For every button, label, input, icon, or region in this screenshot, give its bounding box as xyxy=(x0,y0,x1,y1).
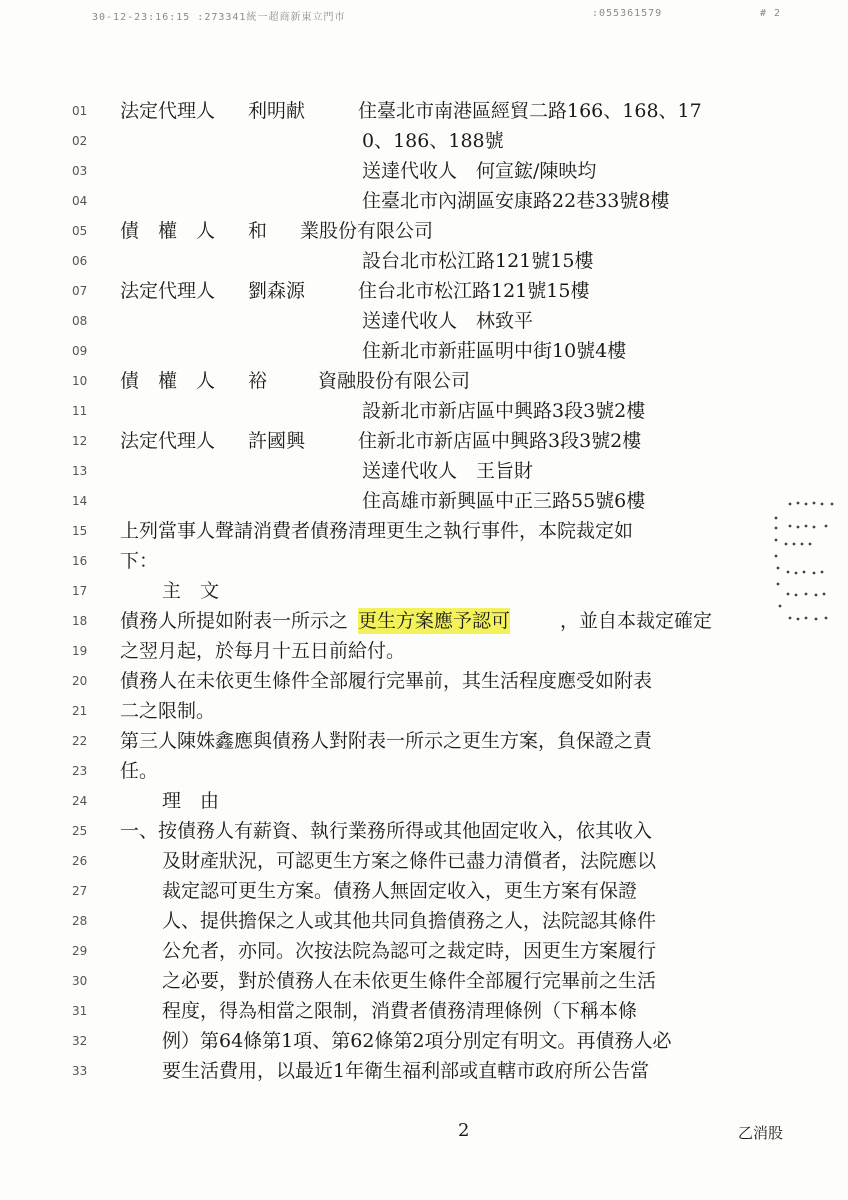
line-text: 裁定認可更生方案。債務人無固定收入，更生方案有保證 xyxy=(162,880,638,902)
line-number: 09 xyxy=(72,344,88,358)
document-line xyxy=(0,638,848,668)
line-text: 例）第64條第1項、第62條第2項分別定有明文。再債務人必 xyxy=(162,1030,672,1052)
line-text: 和 xyxy=(248,220,268,242)
line-text: 下： xyxy=(120,550,159,572)
line-number: 26 xyxy=(72,854,88,868)
line-number: 20 xyxy=(72,674,88,688)
line-number: 16 xyxy=(72,554,88,568)
line-number: 04 xyxy=(72,194,88,208)
division-label: 乙消股 xyxy=(738,1124,784,1142)
line-text: 業股份有限公司 xyxy=(300,220,434,242)
document-line xyxy=(0,188,848,218)
line-number: 01 xyxy=(72,104,88,118)
line-number: 25 xyxy=(72,824,88,838)
line-text: 債務人在未依更生條件全部履行完畢前，其生活程度應受如附表 xyxy=(120,670,653,692)
line-text: 0、186、188號 xyxy=(362,130,504,152)
line-text: 住臺北市南港區經貿二路166、168、17 xyxy=(358,100,702,122)
line-number: 14 xyxy=(72,494,88,508)
document-line xyxy=(0,1028,848,1058)
document-line xyxy=(0,248,848,278)
line-number: 15 xyxy=(72,524,88,538)
line-number: 29 xyxy=(72,944,88,958)
line-text: 任。 xyxy=(120,760,159,782)
document-line xyxy=(0,128,848,158)
line-text: ，並自本裁定確定 xyxy=(560,610,713,632)
line-text: 之必要，對於債務人在未依更生條件全部履行完畢前之生活 xyxy=(162,970,657,992)
line-number: 30 xyxy=(72,974,88,988)
line-text: 債 權 人 xyxy=(120,220,216,242)
line-text: 理 由 xyxy=(162,790,220,812)
line-number: 18 xyxy=(72,614,88,628)
line-text: 住新北市新店區中興路3段3號2樓 xyxy=(358,430,642,452)
document-line xyxy=(0,998,848,1028)
page-number: 2 xyxy=(458,1120,470,1141)
line-number: 28 xyxy=(72,914,88,928)
document-line xyxy=(0,968,848,998)
document-line xyxy=(0,548,848,578)
line-number: 03 xyxy=(72,164,88,178)
line-text: 利明献 xyxy=(248,100,306,122)
line-text: 設台北市松江路121號15樓 xyxy=(362,250,594,272)
line-number: 08 xyxy=(72,314,88,328)
line-text: 法定代理人 xyxy=(120,100,216,122)
fax-header xyxy=(0,8,848,26)
line-number: 11 xyxy=(72,404,88,418)
line-number: 31 xyxy=(72,1004,88,1018)
line-text: 人、提供擔保之人或其他共同負擔債務之人，法院認其條件 xyxy=(162,910,657,932)
document-line xyxy=(0,428,848,458)
line-text: 法定代理人 xyxy=(120,430,216,452)
document-line xyxy=(0,158,848,188)
document-line xyxy=(0,218,848,248)
fax-header-page: # 2 xyxy=(760,8,782,19)
line-number: 21 xyxy=(72,704,88,718)
line-text: 公允者，亦同。次按法院為認可之裁定時，因更生方案履行 xyxy=(162,940,657,962)
line-number: 02 xyxy=(72,134,88,148)
line-number: 06 xyxy=(72,254,88,268)
document-line xyxy=(0,758,848,788)
line-number: 17 xyxy=(72,584,88,598)
line-text: 要生活費用，以最近1年衛生福利部或直轄市政府所公告當 xyxy=(162,1060,650,1082)
document-line xyxy=(0,848,848,878)
document-line xyxy=(0,818,848,848)
line-text: 法定代理人 xyxy=(120,280,216,302)
line-number: 05 xyxy=(72,224,88,238)
document-line xyxy=(0,608,848,638)
line-text: 住高雄市新興區中正三路55號6樓 xyxy=(362,490,646,512)
line-text: 許國興 xyxy=(248,430,306,452)
document-line xyxy=(0,458,848,488)
document-line xyxy=(0,518,848,548)
document-line xyxy=(0,908,848,938)
line-text: 一、按債務人有薪資、執行業務所得或其他固定收入，依其收入 xyxy=(120,820,653,842)
line-text: 住臺北市內湖區安康路22巷33號8樓 xyxy=(362,190,670,212)
line-text: 第三人陳姝鑫應與債務人對附表一所示之更生方案，負保證之責 xyxy=(120,730,653,752)
document-line xyxy=(0,308,848,338)
line-number: 24 xyxy=(72,794,88,808)
document-line xyxy=(0,338,848,368)
line-number: 13 xyxy=(72,464,88,478)
line-text: 裕 xyxy=(248,370,268,392)
line-text: 主 文 xyxy=(162,580,220,602)
document-line xyxy=(0,368,848,398)
fax-header-number: :055361579 xyxy=(592,8,663,19)
line-text: 送達代收人 何宣鋐/陳映均 xyxy=(362,160,597,182)
line-number: 33 xyxy=(72,1064,88,1078)
document-line xyxy=(0,668,848,698)
line-text: 上列當事人聲請消費者債務清理更生之執行事件，本院裁定如 xyxy=(120,520,634,542)
document-line xyxy=(0,938,848,968)
document-line xyxy=(0,398,848,428)
line-text: 劉森源 xyxy=(248,280,306,302)
line-number: 10 xyxy=(72,374,88,388)
line-number: 27 xyxy=(72,884,88,898)
line-text: 二之限制。 xyxy=(120,700,216,722)
line-number: 19 xyxy=(72,644,88,658)
line-text: 債務人所提如附表一所示之 xyxy=(120,610,349,632)
document-line xyxy=(0,98,848,128)
line-text: 債 權 人 xyxy=(120,370,216,392)
document-line xyxy=(0,1058,848,1088)
line-text: 資融股份有限公司 xyxy=(318,370,471,392)
document-line xyxy=(0,788,848,818)
document-line xyxy=(0,278,848,308)
line-number: 12 xyxy=(72,434,88,448)
document-line xyxy=(0,728,848,758)
line-text: 送達代收人 林致平 xyxy=(362,310,534,332)
line-text: 住台北市松江路121號15樓 xyxy=(358,280,590,302)
document-line xyxy=(0,878,848,908)
line-number: 22 xyxy=(72,734,88,748)
document-line xyxy=(0,698,848,728)
document-line xyxy=(0,488,848,518)
line-text: 設新北市新店區中興路3段3號2樓 xyxy=(362,400,646,422)
line-number: 23 xyxy=(72,764,88,778)
line-number: 32 xyxy=(72,1034,88,1048)
highlighted-text: 更生方案應予認可 xyxy=(358,610,511,632)
line-text: 程度，得為相當之限制，消費者債務清理條例（下稱本條 xyxy=(162,1000,638,1022)
line-text: 及財產狀況，可認更生方案之條件已盡力清償者，法院應以 xyxy=(162,850,657,872)
fax-header-sender: 30-12-23:16:15 :273341統一超商新東立門市 xyxy=(92,12,346,23)
document-line xyxy=(0,578,848,608)
line-text: 送達代收人 王旨財 xyxy=(362,460,534,482)
line-text: 住新北市新莊區明中街10號4樓 xyxy=(362,340,627,362)
line-number: 07 xyxy=(72,284,88,298)
line-text: 之翌月起，於每月十五日前給付。 xyxy=(120,640,406,662)
scan-noise-dots xyxy=(766,500,838,640)
